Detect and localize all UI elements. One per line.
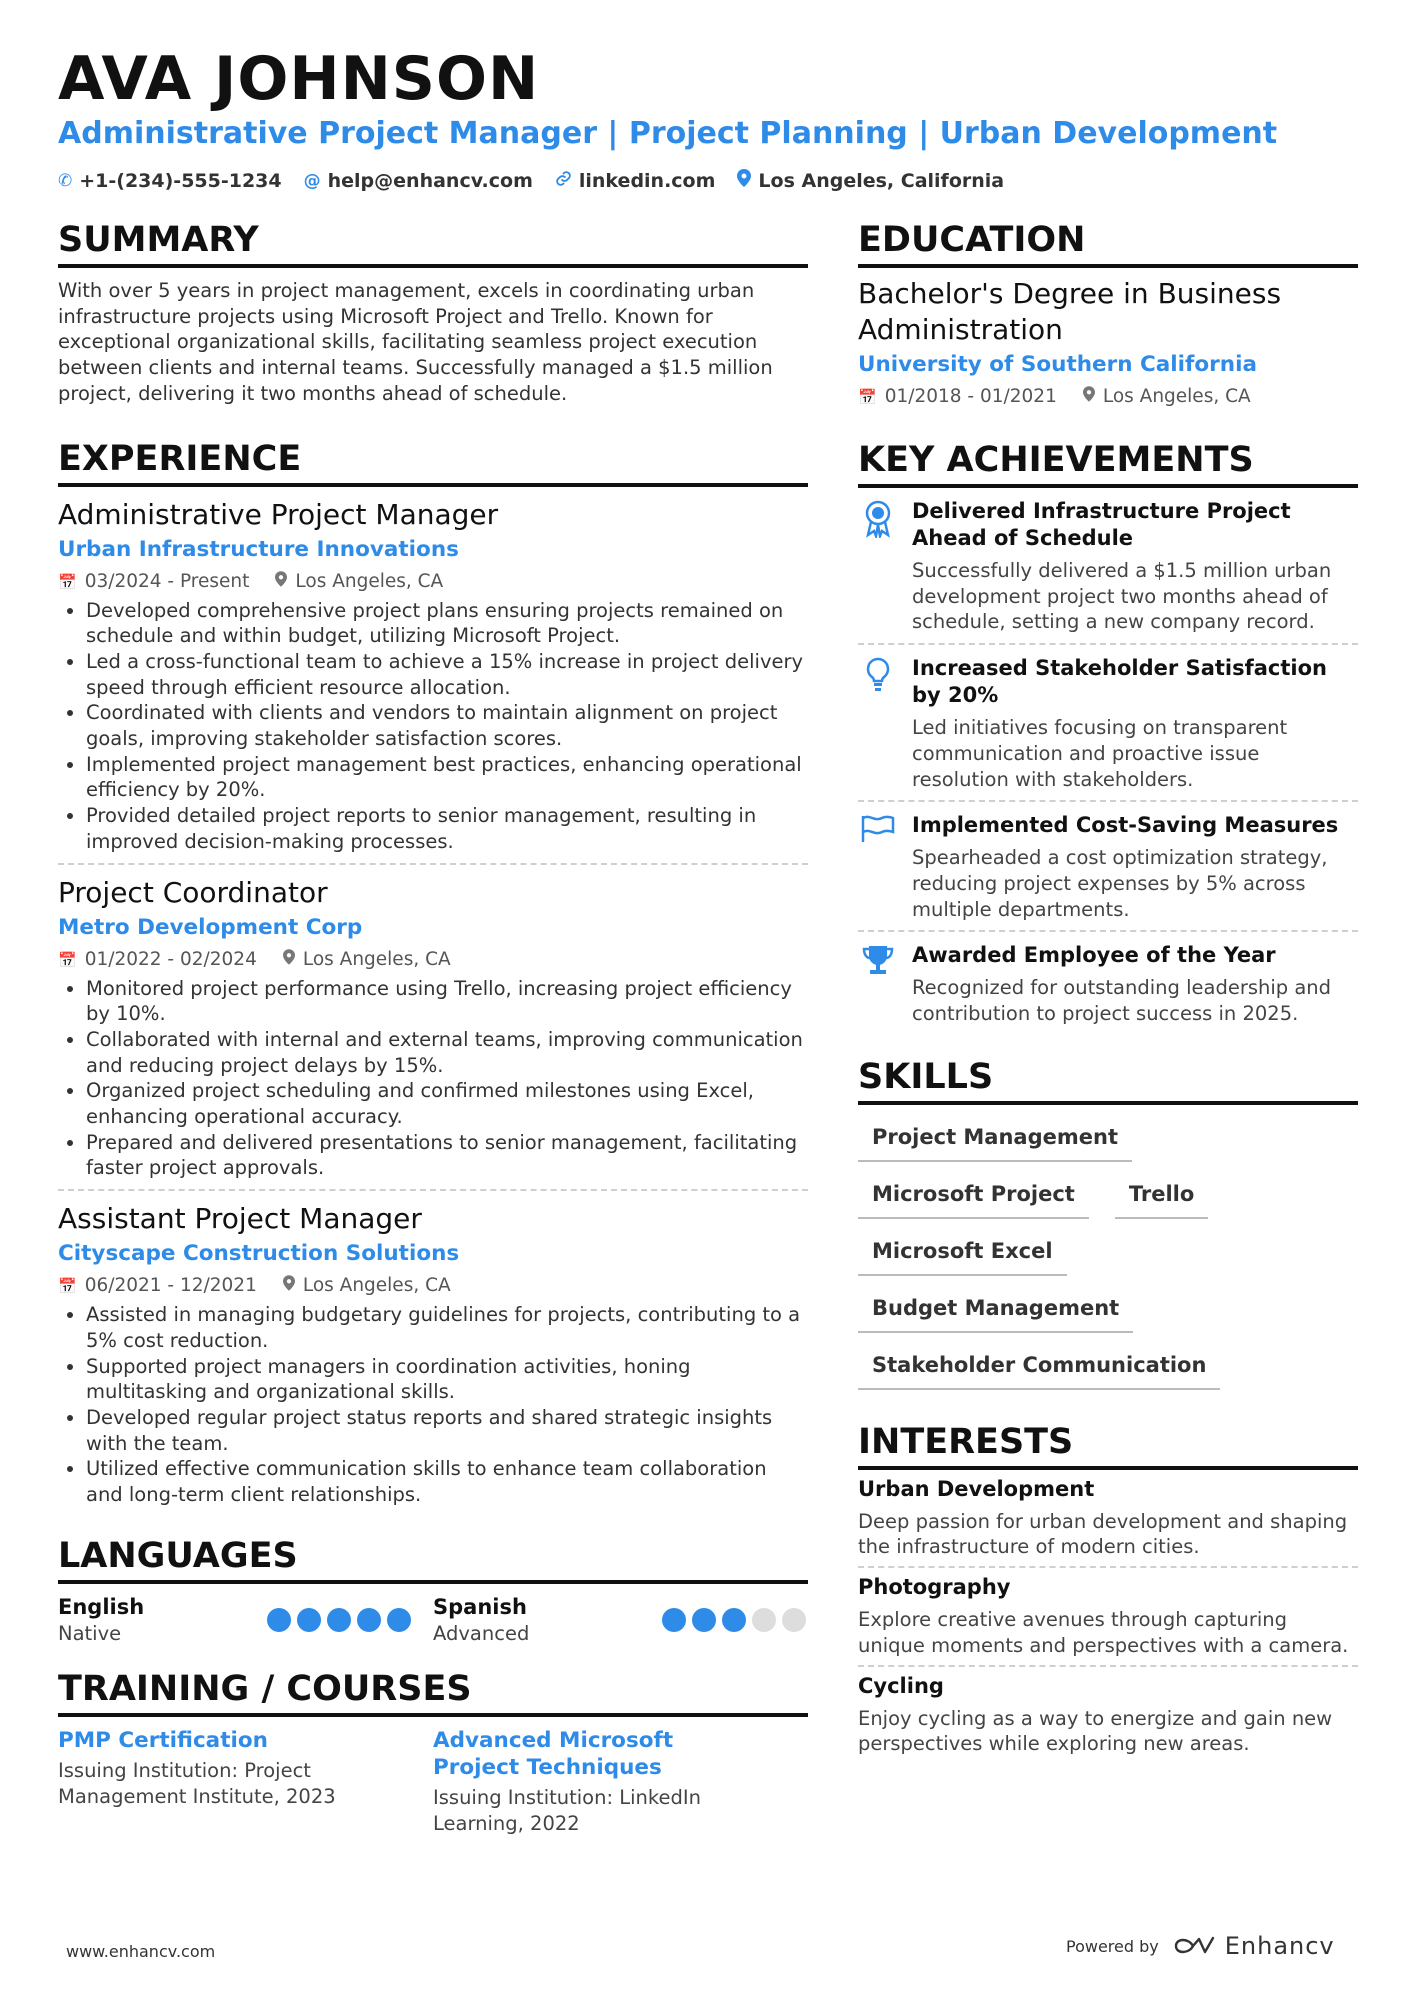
job-bullet: • Assisted in managing budgetary guidelines for projects, contributing to a 5% cost reduction. bbox=[86, 1302, 808, 1353]
skills-section bbox=[858, 1055, 1358, 1390]
language-item bbox=[433, 1594, 808, 1647]
rating-dot-filled bbox=[722, 1608, 746, 1632]
skills-heading: SKILLS bbox=[858, 1055, 1358, 1105]
language-rating bbox=[662, 1608, 806, 1632]
award-ribbon-icon bbox=[858, 498, 898, 635]
phone-icon: ✆ bbox=[58, 170, 73, 191]
lightbulb-icon bbox=[858, 655, 898, 792]
contact-linkedin[interactable] bbox=[555, 169, 716, 192]
languages-section bbox=[58, 1534, 808, 1647]
job-bullet: • Collaborated with internal and external teams, improving communication and reducing project delays by 15%. bbox=[86, 1027, 808, 1078]
location-pin-icon bbox=[275, 569, 287, 595]
job-company: Metro Development Corp bbox=[58, 914, 363, 940]
achievement-title: Implemented Cost-Saving Measures bbox=[912, 813, 1339, 838]
footer-website[interactable]: www.enhancv.com bbox=[66, 1942, 216, 1961]
interest-description: Enjoy cycling as a way to energize and gain new perspectives while exploring new areas. bbox=[858, 1706, 1333, 1756]
job-title: Administrative Project Manager bbox=[58, 497, 499, 531]
job-company: Cityscape Construction Solutions bbox=[58, 1241, 460, 1267]
contact-bar bbox=[58, 169, 1004, 192]
location-text: Los Angeles, California bbox=[758, 169, 1005, 192]
job-bullet: • Implemented project management best practices, enhancing operational efficiency by 20%. bbox=[86, 752, 808, 803]
job-bullet: • Supported project managers in coordination activities, honing multitasking and organizational skills. bbox=[86, 1354, 808, 1405]
achievement-description: Led initiatives focusing on transparent communication and proactive issue resolution with stakeholders. bbox=[912, 716, 1288, 791]
achievements-section bbox=[858, 438, 1358, 1035]
calendar-icon: 📅 bbox=[58, 1277, 77, 1296]
job-bullets bbox=[58, 598, 808, 855]
location-pin-icon bbox=[283, 947, 295, 973]
achievement-title: Delivered Infrastructure Project Ahead of Schedule bbox=[912, 499, 1291, 550]
rating-dot-filled bbox=[357, 1608, 381, 1632]
entry-divider bbox=[58, 863, 808, 865]
language-rating bbox=[267, 1608, 411, 1632]
course-item bbox=[433, 1727, 808, 1837]
contact-location bbox=[737, 169, 1004, 192]
achievement-item bbox=[858, 488, 1358, 645]
job-bullet: • Led a cross-functional team to achieve a 15% increase in project delivery speed through efficient resource allocation. bbox=[86, 649, 808, 700]
job-bullet: • Developed comprehensive project plans ensuring projects remained on schedule and within budget, utilizing Microsoft Project. bbox=[86, 598, 808, 649]
at-icon: @ bbox=[303, 170, 321, 191]
education-dates: 01/2018 - 01/2021 bbox=[884, 386, 1057, 407]
skill-tag: Budget Management bbox=[858, 1290, 1133, 1333]
calendar-icon: 📅 bbox=[58, 950, 77, 969]
enhancv-logo-icon bbox=[1173, 1935, 1217, 1957]
job-bullet: • Prepared and delivered presentations to senior management, facilitating faster project approvals. bbox=[86, 1130, 808, 1181]
job-bullet: • Coordinated with clients and vendors to maintain alignment on project goals, improving stakeholder satisfaction scores. bbox=[86, 700, 808, 751]
job-bullets bbox=[58, 1302, 808, 1508]
job-bullet: • Provided detailed project reports to senior management, resulting in improved decision-making processes. bbox=[86, 803, 808, 854]
phone-text: +1-(234)-555-1234 bbox=[79, 169, 282, 192]
experience-heading: EXPERIENCE bbox=[58, 437, 808, 487]
education-section bbox=[858, 218, 1358, 410]
job-meta bbox=[58, 569, 808, 595]
interest-item bbox=[858, 1470, 1358, 1568]
powered-by-text: Powered by bbox=[1066, 1936, 1159, 1956]
interest-title: Photography bbox=[858, 1575, 1011, 1600]
calendar-icon: 📅 bbox=[858, 388, 877, 406]
education-school: University of Southern California bbox=[858, 352, 1257, 377]
calendar-icon: 📅 bbox=[58, 572, 77, 591]
job-location: Los Angeles, CA bbox=[295, 570, 444, 592]
job-dates: 03/2024 - Present bbox=[84, 570, 250, 592]
summary-section bbox=[58, 218, 808, 407]
contact-phone[interactable] bbox=[58, 169, 282, 192]
achievement-item bbox=[858, 932, 1358, 1034]
rating-dot-filled bbox=[662, 1608, 686, 1632]
location-pin-icon bbox=[737, 169, 751, 192]
experience-entry bbox=[58, 875, 808, 1182]
course-description: Issuing Institution: LinkedIn Learning, 2022 bbox=[433, 1785, 701, 1835]
job-bullets bbox=[58, 976, 808, 1182]
language-item bbox=[58, 1594, 433, 1647]
achievements-heading: KEY ACHIEVEMENTS bbox=[858, 438, 1358, 488]
contact-email[interactable] bbox=[304, 169, 533, 192]
course-title: Advanced Microsoft Project Techniques bbox=[433, 1727, 674, 1780]
skill-tag: Microsoft Excel bbox=[858, 1233, 1067, 1276]
education-location: Los Angeles, CA bbox=[1102, 386, 1251, 407]
rating-dot-filled bbox=[267, 1608, 291, 1632]
left-column bbox=[58, 218, 808, 1837]
achievement-item bbox=[858, 645, 1358, 802]
rating-dot-filled bbox=[387, 1608, 411, 1632]
achievement-item bbox=[858, 802, 1358, 932]
achievement-title: Increased Stakeholder Satisfaction by 20% bbox=[912, 656, 1327, 708]
achievement-description: Spearheaded a cost optimization strategy, reducing project expenses by 5% across multiple departments. bbox=[912, 846, 1328, 921]
job-meta bbox=[58, 947, 808, 973]
rating-dot-empty bbox=[782, 1608, 806, 1632]
skill-tag: Stakeholder Communication bbox=[858, 1347, 1220, 1390]
job-company: Urban Infrastructure Innovations bbox=[58, 536, 459, 562]
education-meta bbox=[858, 384, 1358, 410]
course-item bbox=[58, 1727, 433, 1837]
training-heading: TRAINING / COURSES bbox=[58, 1667, 808, 1717]
skill-list bbox=[858, 1119, 1358, 1390]
job-bullet: • Developed regular project status reports and shared strategic insights with the team. bbox=[86, 1405, 808, 1456]
job-meta bbox=[58, 1273, 808, 1299]
achievement-description: Successfully delivered a $1.5 million urban development project two months ahead of schedule, setting a new company record. bbox=[912, 559, 1332, 634]
language-level: Native bbox=[58, 1621, 122, 1645]
job-dates: 06/2021 - 12/2021 bbox=[84, 1275, 257, 1297]
language-name: English bbox=[58, 1594, 145, 1619]
language-level: Advanced bbox=[433, 1621, 530, 1645]
experience-entry bbox=[58, 497, 808, 855]
job-title: Assistant Project Manager bbox=[58, 1202, 422, 1236]
brand-name: Enhancv bbox=[1224, 1932, 1335, 1960]
rating-dot-filled bbox=[297, 1608, 321, 1632]
interest-item bbox=[858, 1667, 1358, 1763]
education-degree: Bachelor's Degree in Business Administration bbox=[858, 277, 1282, 346]
language-name: Spanish bbox=[433, 1594, 527, 1619]
linkedin-text: linkedin.com bbox=[578, 169, 716, 192]
summary-heading: SUMMARY bbox=[58, 218, 808, 268]
interests-heading: INTERESTS bbox=[858, 1420, 1358, 1470]
summary-text: With over 5 years in project management, excels in coordinating urban infrastructure projects using Microsoft Project and Trello. Known for exceptional organizational skills, facilitating seamless project execution between clients and internal teams. Successfully managed a $1.5 million project, delivering it two months ahead of schedule. bbox=[58, 279, 773, 405]
skill-tag: Microsoft Project bbox=[858, 1176, 1089, 1219]
education-heading: EDUCATION bbox=[858, 218, 1358, 268]
job-bullet: • Monitored project performance using Trello, increasing project efficiency by 10%. bbox=[86, 976, 808, 1027]
flag-icon bbox=[858, 812, 898, 922]
job-bullet: • Organized project scheduling and confirmed milestones using Excel, enhancing operational accuracy. bbox=[86, 1078, 808, 1129]
course-description: Issuing Institution: Project Management Institute, 2023 bbox=[58, 1758, 336, 1808]
interest-item bbox=[858, 1568, 1358, 1666]
language-list bbox=[58, 1594, 808, 1647]
footer-branding bbox=[1066, 1932, 1335, 1960]
rating-dot-filled bbox=[692, 1608, 716, 1632]
achievement-title: Awarded Employee of the Year bbox=[912, 943, 1276, 968]
job-title: Project Coordinator bbox=[58, 875, 328, 909]
location-pin-icon bbox=[1083, 384, 1095, 410]
interest-description: Deep passion for urban development and shaping the infrastructure of modern cities. bbox=[858, 1509, 1348, 1559]
entry-divider bbox=[58, 1189, 808, 1191]
job-bullet: • Utilized effective communication skills to enhance team collaboration and long-term client relationships. bbox=[86, 1456, 808, 1507]
course-title: PMP Certification bbox=[58, 1727, 268, 1753]
experience-section bbox=[58, 437, 808, 1508]
skill-tag: Project Management bbox=[858, 1119, 1132, 1162]
interests-section bbox=[858, 1420, 1358, 1763]
interest-description: Explore creative avenues through capturing unique moments and perspectives with a camera. bbox=[858, 1608, 1349, 1657]
email-text: help@enhancv.com bbox=[327, 169, 533, 192]
job-dates: 01/2022 - 02/2024 bbox=[84, 948, 257, 970]
course-list bbox=[58, 1727, 808, 1837]
headline: Administrative Project Manager | Project Planning | Urban Development bbox=[58, 116, 1278, 151]
job-location: Los Angeles, CA bbox=[302, 948, 451, 970]
achievement-description: Recognized for outstanding leadership and contribution to project success in 2025. bbox=[912, 976, 1332, 1026]
languages-heading: LANGUAGES bbox=[58, 1534, 808, 1584]
right-column bbox=[858, 218, 1358, 1763]
trophy-icon bbox=[858, 942, 898, 1026]
candidate-name: AVA JOHNSON bbox=[58, 44, 540, 114]
job-location: Los Angeles, CA bbox=[302, 1275, 451, 1297]
rating-dot-filled bbox=[327, 1608, 351, 1632]
rating-dot-empty bbox=[752, 1608, 776, 1632]
training-section bbox=[58, 1667, 808, 1837]
interest-title: Cycling bbox=[858, 1673, 944, 1698]
location-pin-icon bbox=[283, 1273, 295, 1299]
skill-tag: Trello bbox=[1115, 1176, 1208, 1219]
experience-entry bbox=[58, 1201, 808, 1508]
link-icon bbox=[555, 170, 572, 192]
brand-logo[interactable] bbox=[1173, 1932, 1335, 1960]
interest-title: Urban Development bbox=[858, 1476, 1095, 1501]
